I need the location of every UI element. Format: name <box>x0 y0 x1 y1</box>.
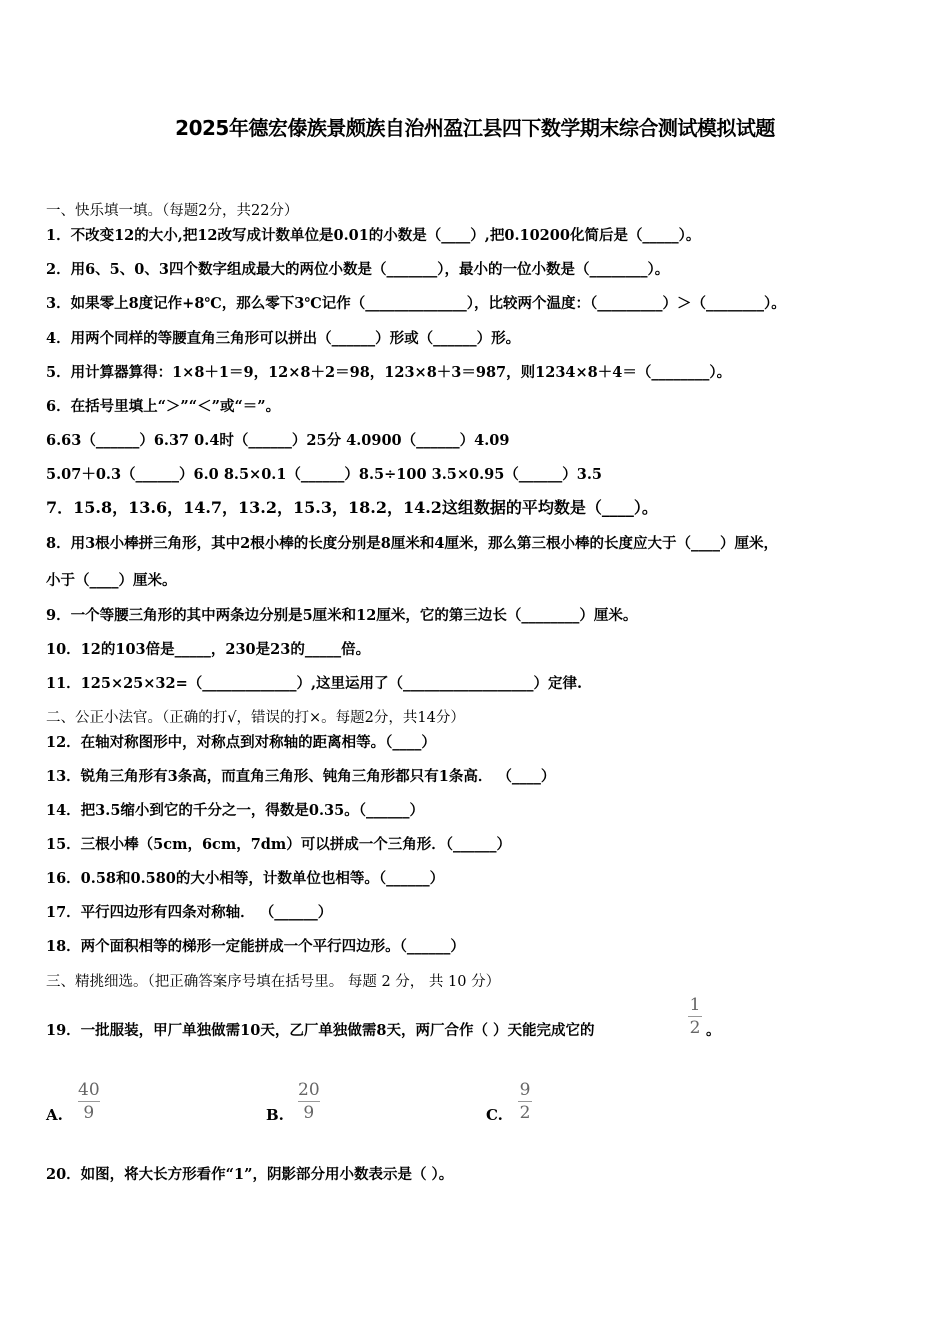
question-12: 12．在轴对称图形中，对称点到对称轴的距离相等。（____） <box>46 734 436 751</box>
question-17: 17．平行四边形有四条对称轴． （______） <box>46 904 333 921</box>
question-6-row-1: 6.63（______）6.37 0.4时（______）25分 4.0900（______）4.09 <box>46 432 510 449</box>
option-b-fraction <box>298 1080 320 1123</box>
option-b-denominator: 9 <box>303 1103 315 1123</box>
fraction-bar <box>688 1016 702 1017</box>
section-1-heading: 一、快乐填一填。（每题2分，共22分） <box>46 203 299 219</box>
question-20: 20．如图，将大长方形看作“1”，阴影部分用小数表示是（ ）。 <box>46 1166 454 1183</box>
question-19-end: 。 <box>706 1022 721 1039</box>
question-14: 14．把3.5缩小到它的千分之一，得数是0.35。（______） <box>46 802 424 819</box>
question-5: 5．用计算器算得：1×8＋1＝9，12×8＋2＝98，123×8＋3＝987，则1234×8＋4＝（________）。 <box>46 364 732 381</box>
question-9: 9．一个等腰三角形的其中两条边分别是5厘米和12厘米，它的第三边长（________）厘米。 <box>46 607 638 624</box>
section-3-heading: 三、精挑细选。（把正确答案序号填在括号里。 每题 2 分， 共 10 分） <box>46 974 501 990</box>
question-18: 18．两个面积相等的梯形一定能拼成一个平行四边形。（______） <box>46 938 465 955</box>
q19-fraction-denominator: 2 <box>689 1018 701 1038</box>
question-8-continued: 小于（____）厘米。 <box>46 572 177 589</box>
fraction-bar <box>298 1101 320 1102</box>
question-8: 8．用3根小棒拼三角形，其中2根小棒的长度分别是8厘米和4厘米，那么第三根小棒的长度应大于（____）厘米， <box>46 535 778 552</box>
option-c-label: C. <box>486 1106 503 1124</box>
question-1: 1．不改变12的大小,把12改写成计数单位是0.01的小数是（____）,把0.10200化简后是（_____）。 <box>46 227 701 244</box>
question-6-row-2: 5.07＋0.3（______）6.0 8.5×0.1（______）8.5÷100 3.5×0.95（______）3.5 <box>46 466 603 483</box>
question-13: 13．锐角三角形有3条高，而直角三角形、钝角三角形都只有1条高． （____） <box>46 768 556 785</box>
option-b-numerator: 20 <box>298 1080 320 1100</box>
q19-fraction <box>688 995 702 1038</box>
option-a-fraction <box>78 1080 100 1123</box>
option-b-label: B. <box>266 1106 284 1124</box>
question-7: 7．15.8，13.6，14.7，13.2，15.3，18.2，14.2这组数据的平均数是（____）。 <box>46 498 658 517</box>
option-a-label: A. <box>46 1106 63 1124</box>
question-15: 15．三根小棒（5cm，6cm，7dm）可以拼成一个三角形．（______） <box>46 836 512 853</box>
question-11: 11．125×25×32=（_____________）,这里运用了（__________________）定律. <box>46 675 583 692</box>
question-6: 6．在括号里填上“＞”“＜”或“＝”。 <box>46 398 281 415</box>
option-c-denominator: 2 <box>519 1103 531 1123</box>
question-10: 10．12的103倍是_____，230是23的_____倍。 <box>46 641 371 658</box>
fraction-bar <box>78 1101 100 1102</box>
section-2-heading: 二、公正小法官。（正确的打√，错误的打×。每题2分，共14分） <box>46 710 465 726</box>
question-16: 16．0.58和0.580的大小相等，计数单位也相等。（______） <box>46 870 445 887</box>
option-c-fraction <box>518 1080 532 1123</box>
fraction-bar <box>518 1101 532 1102</box>
page-title: 2025年德宏傣族景颇族自治州盈江县四下数学期末综合测试模拟试题 <box>175 116 775 140</box>
question-2: 2．用6、5、0、3四个数字组成最大的两位小数是（_______），最小的一位小数是（________）。 <box>46 261 670 278</box>
option-a-denominator: 9 <box>83 1103 95 1123</box>
question-4: 4．用两个同样的等腰直角三角形可以拼出（______）形或（______）形。 <box>46 330 521 347</box>
option-c-numerator: 9 <box>519 1080 531 1100</box>
question-19: 19．一批服装，甲厂单独做需10天，乙厂单独做需8天，两厂合作（ ）天能完成它的 <box>46 1022 595 1039</box>
option-a-numerator: 40 <box>78 1080 100 1100</box>
question-3: 3．如果零上8度记作+8℃，那么零下3℃记作（______________），比较两个温度：（_________）＞（________）。 <box>46 295 786 312</box>
q19-fraction-numerator: 1 <box>689 995 701 1015</box>
